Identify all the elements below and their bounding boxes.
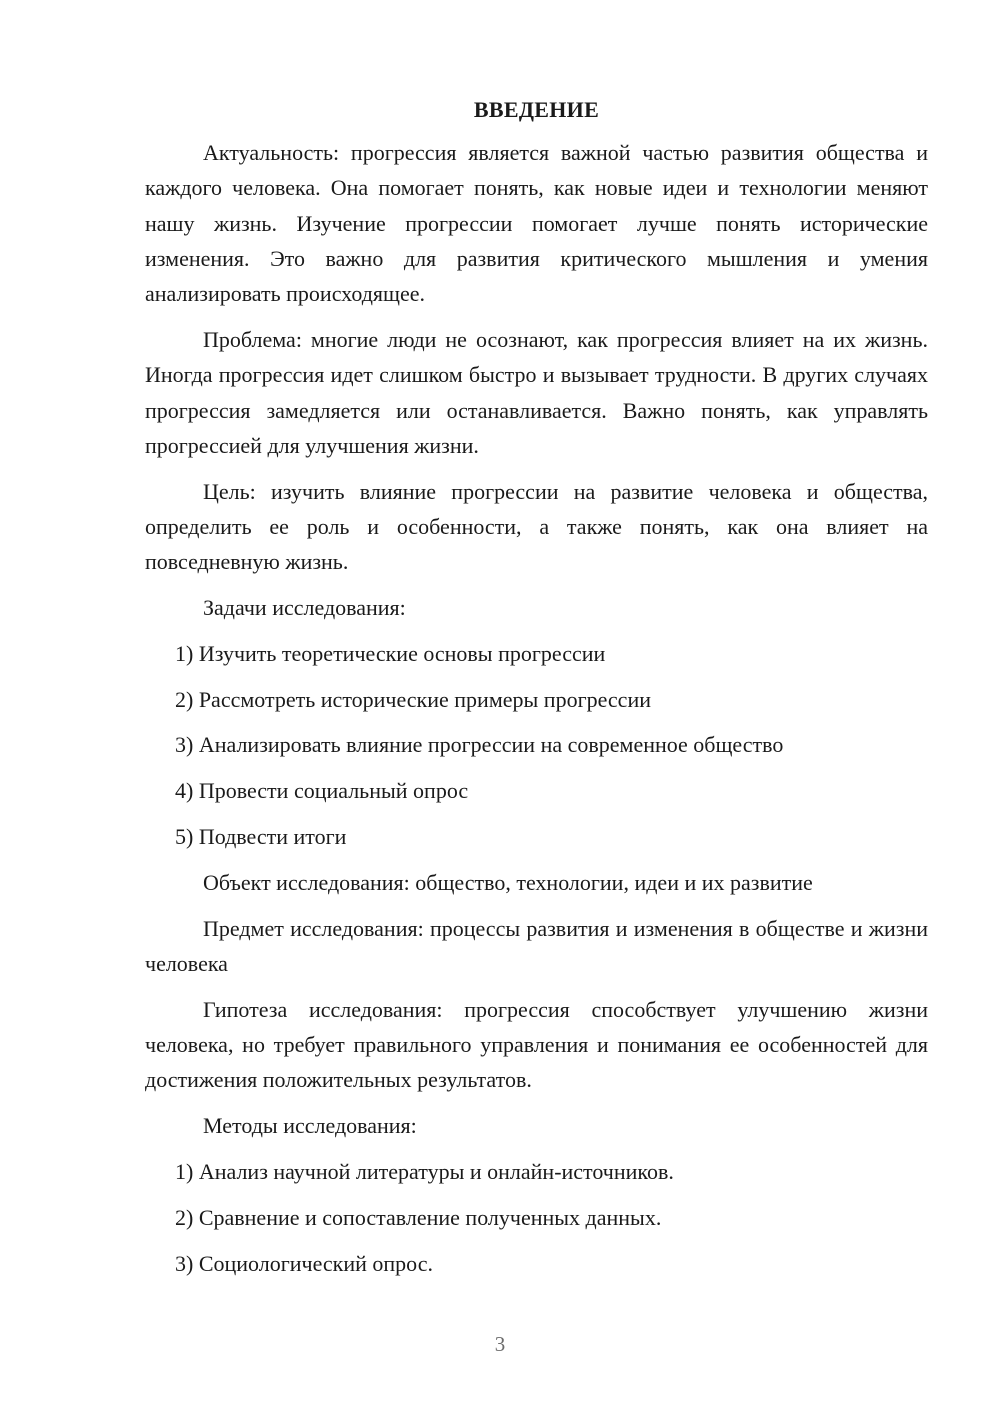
method-item: 2) Сравнение и сопоставление полученных данных. bbox=[175, 1204, 662, 1230]
subject-paragraph: Предмет исследования: процессы развития и изменения в обществе и жизни человека bbox=[145, 915, 928, 976]
document-page bbox=[145, 92, 928, 1291]
method-item: 1) Анализ научной литературы и онлайн-источников. bbox=[175, 1158, 674, 1184]
relevance-paragraph: Актуальность: прогрессия является важной частью развития общества и каждого человека. Она помогает понять, как новые идеи и технологии меняют нашу жизнь. Изучение прогрессии помогает лучше понять исторические изменения. Это важно для развития критического мышления и умения анализировать происходящее. bbox=[145, 140, 928, 307]
method-item: 3) Социологический опрос. bbox=[175, 1250, 433, 1276]
tasks-list bbox=[145, 636, 928, 854]
task-item: 3) Анализировать влияние прогрессии на современное общество bbox=[175, 732, 784, 758]
methods-list bbox=[145, 1154, 928, 1281]
tasks-heading: Задачи исследования: bbox=[203, 595, 406, 621]
page-number: 3 bbox=[494, 1332, 506, 1356]
task-item: 4) Провести социальный опрос bbox=[175, 778, 469, 804]
problem-paragraph: Проблема: многие люди не осознают, как прогрессия влияет на их жизнь. Иногда прогрессия идет слишком быстро и вызывает трудности. В других случаях прогрессия замедляется или останавливается. Важно понять, как управлять прогрессией для улучшения жизни. bbox=[145, 326, 928, 458]
task-item: 2) Рассмотреть исторические примеры прогрессии bbox=[175, 686, 651, 712]
object-paragraph: Объект исследования: общество, технологии, идеи и их развитие bbox=[203, 869, 813, 895]
methods-heading: Методы исследования: bbox=[203, 1113, 417, 1139]
task-item: 1) Изучить теоретические основы прогрессии bbox=[175, 640, 606, 666]
section-title: ВВЕДЕНИЕ bbox=[473, 97, 600, 122]
task-item: 5) Подвести итоги bbox=[175, 824, 347, 850]
hypothesis-paragraph: Гипотеза исследования: прогрессия способствует улучшению жизни человека, но требует правильного управления и понимания ее особенностей для достижения положительных результатов. bbox=[145, 996, 928, 1093]
goal-paragraph: Цель: изучить влияние прогрессии на развитие человека и общества, определить ее роль и особенности, а также понять, как она влияет на повседневную жизнь. bbox=[145, 478, 928, 575]
